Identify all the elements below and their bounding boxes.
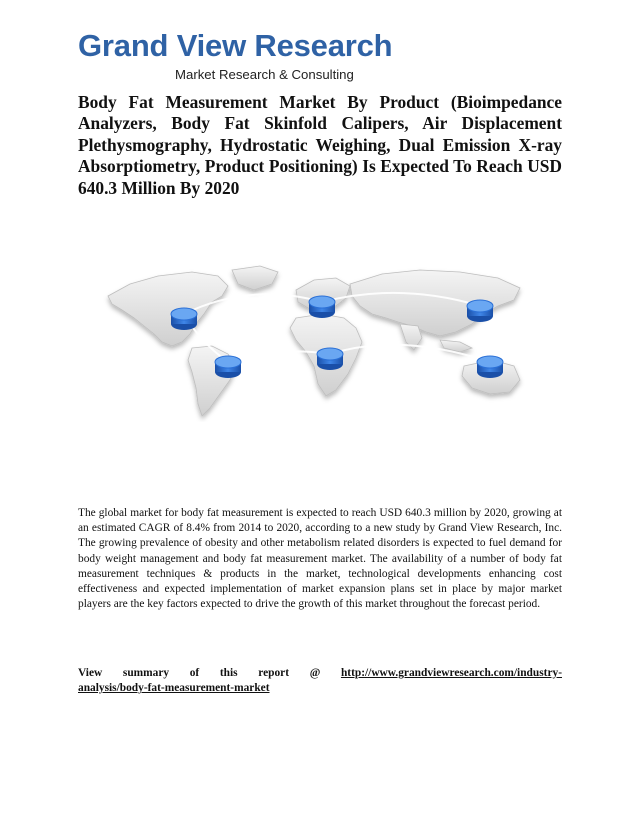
view-summary-line (78, 666, 562, 697)
summary-word: of (189, 667, 200, 679)
logo-tagline: Market Research & Consulting (175, 67, 354, 82)
database-node-icon (171, 308, 197, 330)
summary-at-sign: @ (309, 667, 321, 679)
summary-word: report (258, 667, 290, 679)
summary-word: View (78, 667, 103, 679)
report-title: Body Fat Measurement Market By Product (Bioimpedance Analyzers, Body Fat Skinfold Calipers, Air Displacement Plethysmography, Hydrostatic Weighing, Dual Emission X-ray Absorptiometry, Product Positioning) Is Expected To Reach USD 640.3 Million By 2020 (78, 92, 562, 198)
world-map-illustration (100, 262, 555, 422)
database-node-icon (477, 356, 503, 378)
summary-link-continuation (78, 681, 562, 696)
database-node-icon (309, 296, 335, 318)
report-link-line-1[interactable]: http://www.grandviewresearch.com/industry- (340, 667, 562, 679)
database-node-icon (215, 356, 241, 378)
summary-word: this (219, 667, 238, 679)
continents (108, 266, 520, 416)
greenland-shape (232, 266, 278, 290)
brand-logo (78, 28, 398, 86)
asia-shape (350, 270, 520, 336)
database-node-icon (317, 348, 343, 370)
summary-word: summary (122, 667, 170, 679)
report-link-line-2[interactable]: analysis/body-fat-measurement-market (78, 682, 270, 695)
database-node-icon (467, 300, 493, 322)
north-america-shape (108, 272, 228, 346)
world-network-map-image (100, 262, 555, 422)
summary-row (78, 666, 562, 681)
report-summary-paragraph: The global market for body fat measurement is expected to reach USD 640.3 million by 2020, growing at an estimated CAGR of 8.4% from 2014 to 2020, according to a new study by Grand View Research, Inc. The growing prevalence of obesity and other metabolism related disorders is expected to fuel demand for body weight management and body fat measurement market. The availability of a number of body fat measurement techniques & products in the market, technological developments enhancing cost effectiveness and expected implementation of market expansion plans set in place by major market players are the key factors expected to drive the growth of this market throughout the forecast period. (78, 507, 562, 611)
logo-title: Grand View Research (78, 28, 393, 63)
